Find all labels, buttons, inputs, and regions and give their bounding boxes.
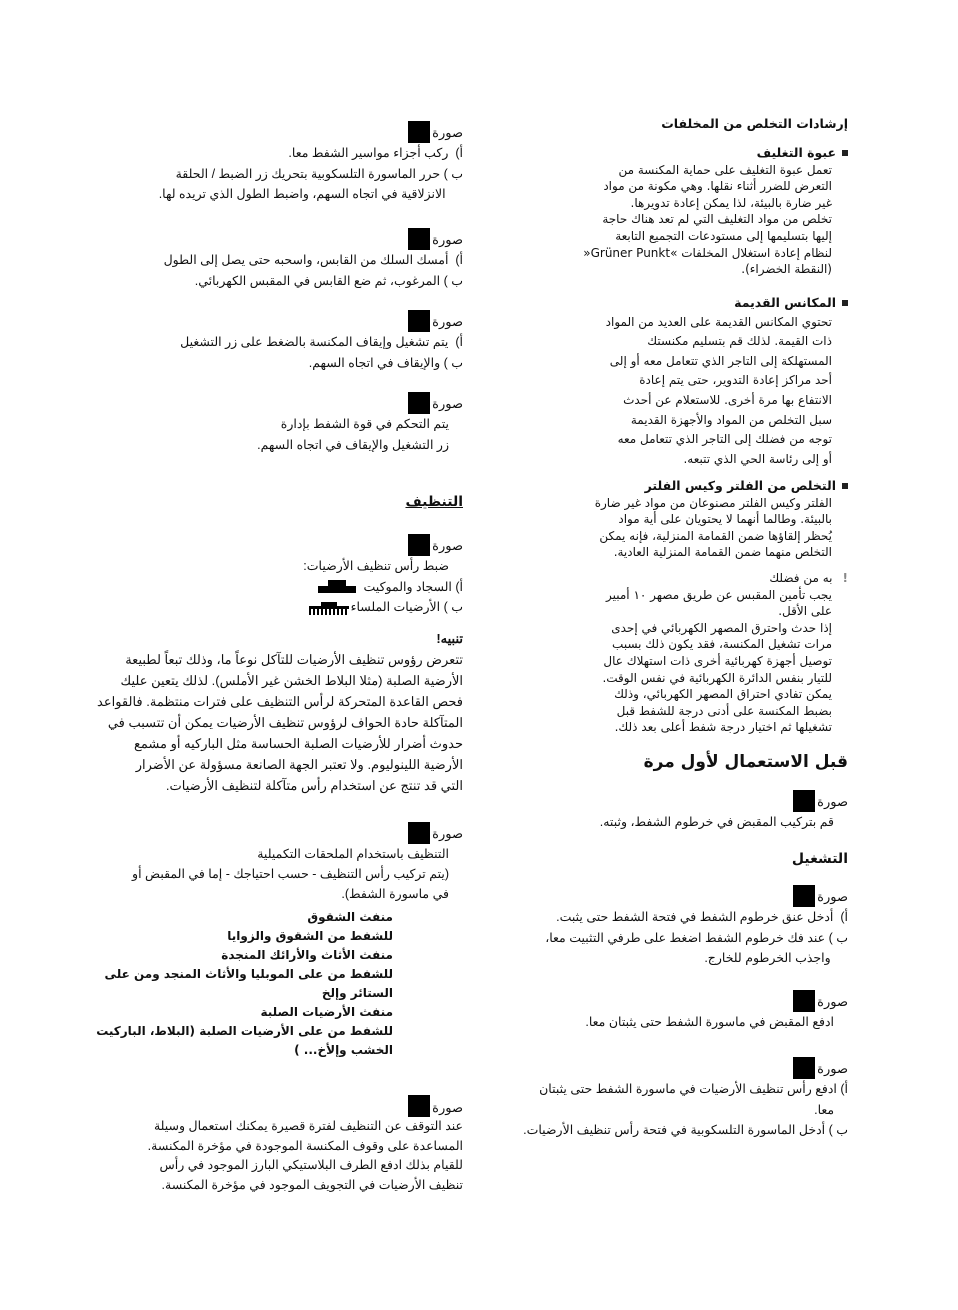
figure-label: صورة: [817, 993, 848, 1009]
figure-text: [180, 332, 463, 373]
text-line: أ) يتم تشغيل وإيقاف المكنسة بالضغط على زر التشغيل: [180, 335, 463, 349]
caution-block: [97, 628, 463, 796]
figure-number-box: [408, 822, 430, 844]
figure-label: صورة: [432, 124, 463, 140]
assembly-figure-4: [257, 392, 463, 455]
text-line: يُحظر إلقاؤها ضمن القمامة المنزلية، فإنه يمكن: [599, 528, 832, 543]
note-text: [602, 587, 848, 736]
bullet-square-icon: [842, 300, 848, 306]
text-line: غير ضارة بالبيئة، لذا يمكن إعادة تدويرها.: [630, 195, 832, 210]
text-line: سبل التخلص من المواد والأجهزة القديمة: [630, 412, 832, 427]
text-line: تشغيلها ثم اختيار درجة شفط أعلى بعد ذلك.: [614, 720, 832, 735]
warning-icon: !: [842, 571, 848, 585]
text-line: التي قد تنتج عن استخدام رأس متآكلة لتنظيف الأرضيات.: [165, 778, 463, 793]
figure-number-box: [408, 392, 430, 414]
text-line: أو إلى رئاسة الحي الذي تتبعه.: [683, 451, 832, 466]
note-heading: به من فضلك: [769, 571, 833, 585]
text-line: أ) ادفع رأس تنظيف الأرضيات في ماسورة الشفط حتى يثبتان: [539, 1082, 848, 1096]
floor-setting-figure: [303, 534, 463, 618]
old-vacuums-section: [606, 293, 848, 469]
text-line: لنظام إعادة استغلال المخلفات »Grüner Punkt«: [583, 245, 832, 260]
parking-figure: [148, 1095, 463, 1195]
text-line: ب ) عند فك خرطوم الشفط اضغط على طرفي التثبيت معا،: [545, 930, 848, 945]
floor-intro: ضبط رأس تنظيف الأرضيات:: [303, 559, 449, 573]
text-line: إذا حدث واحترق المصهر الكهربائي في إحدى: [611, 620, 832, 635]
figure-text: [159, 143, 463, 205]
text-line: فحص القاعدة المتحركة لرأس التنظيف على فترات منتظمة. فالقواعد: [97, 694, 463, 709]
operation-figure-3: [523, 1057, 848, 1141]
text-line: للقيام بذلك ادفع الطرف البلاستيكي البارز الموجود في رأس: [159, 1158, 463, 1172]
text-line: ادفع المقبض في ماسورة الشفط حتى يثبتان معا.: [585, 1015, 834, 1029]
text-line: على الأقل.: [778, 604, 832, 619]
figure-number-box: [793, 885, 815, 907]
figure-text: [164, 250, 463, 291]
figure-label: صورة: [432, 826, 463, 841]
text-line: عند التوقف عن التنظيف لفترة قصيرة يمكنك استعمال وسيلة: [153, 1119, 463, 1133]
text-line: تخلص من مواد التغليف التي لم تعد هناك حاجة: [602, 212, 832, 227]
text-line: (النقطة الخضراء).: [741, 262, 832, 277]
text-line: ب ) المرغوب، ثم ضع القابس في المقبس الكهربائي.: [194, 273, 463, 288]
text-line: يجب تأمين المقبس عن طريق مصهر ١٠ أمبير: [606, 587, 832, 602]
figure-number-box: [408, 310, 430, 332]
text-line: ذات القيمة. لذلك قم بتسليم مكنستك: [647, 334, 832, 349]
text-line: أ) أمسك السلك من القابس، واسحبه حتى يصل إلى الطول: [163, 253, 463, 267]
text-line: أحد مراكز إعادة التدوير، حتى يتم إعادة: [639, 373, 832, 388]
figure-label: صورة: [432, 231, 463, 247]
text-line: (يتم تركيب رأس التنظيف - حسب احتياجك - إما في المقبض أو: [132, 867, 449, 881]
text-line: الأرضية الصلبة (مثلا البلاط الخشن غير الأملس). لذلك يتعين عليك: [120, 673, 463, 688]
text-line: أ) ركب أجزاء مواسير الشفط معا.: [288, 146, 463, 160]
filter-heading: التخلص من الفلتر وكيس الفلتر: [644, 478, 836, 493]
text-line: الستائر وإلخ: [321, 986, 393, 1000]
figure-text: [523, 1079, 848, 1141]
text-line: مرات تشغيل المكنسة، فقد يكون ذلك بسبب: [612, 637, 832, 652]
accessories-figure: [96, 822, 463, 1060]
figure-label: صورة: [432, 1099, 463, 1115]
text-line: إليها بتسليمها إلى مستودعات التجميع التابعة: [615, 228, 832, 243]
text-line: الخشب وإلأخ... ): [294, 1043, 393, 1057]
text-line: للتيار بنفس الدائرة الكهربائية في نفس الوقت.: [602, 670, 832, 685]
figure-text: [585, 1012, 848, 1033]
figure-text: [257, 414, 463, 455]
text-line: في ماسورة الشفط).: [341, 887, 449, 901]
figure-text: [600, 812, 848, 833]
text-line: منفث الأرضيات الصلبة: [260, 1005, 393, 1019]
figure-text: [545, 907, 848, 969]
text-line: يمكن تفادي احتراق المصهر الكهربائي، وذلك: [614, 687, 832, 702]
text-line: قم بتركيب المقبض في خرطوم الشفط، وثبته.: [599, 815, 834, 829]
text-line: المساعدة على وقوف المكنسة الموجودة في مؤخرة المكنسة.: [147, 1138, 463, 1153]
text-line: الأرضية اللينوليوم. ولا تعتبر الجهة الصانعة مسؤولة عن الأضرار: [135, 757, 463, 772]
old-vacuums-text: [606, 313, 848, 470]
disposal-title: إرشادات التخلص من المخلفات: [661, 116, 848, 131]
operation-figure-2: [585, 990, 848, 1033]
carpet-label: أ) السجاد والموكيت: [363, 579, 463, 594]
text-line: زر التشغيل والإيقاف في اتجاه السهم.: [257, 437, 449, 452]
operation-title: التشغيل: [791, 851, 848, 867]
caution-title: تنبيه!: [436, 631, 463, 646]
bullet-square-icon: [842, 483, 848, 489]
text-line: توصيل أجهزة كهربائية أخرى ذات استهلاك عال: [603, 653, 832, 668]
figure-number-box: [793, 1057, 815, 1079]
text-line: ب ) أدخل الماسورة التلسكوبية في فتحة رأس تنظيف الأرضيات.: [523, 1123, 848, 1137]
assembly-figure-3: [180, 310, 463, 373]
old-vacuums-heading: المكانس القديمة: [734, 295, 836, 310]
figure-number-box: [793, 790, 815, 812]
text-line: للشفط من على الأرضيات الصلبة (البلاط، الباركيت: [96, 1024, 393, 1038]
packaging-section: [583, 145, 848, 278]
text-line: التخلص منهما ضمن القمامة المنزلية العادية.: [613, 545, 832, 560]
filter-section: [595, 478, 848, 561]
text-line: ب ) حرر الماسورة التلسكوبية بتحريك زر الضبط / الحلقة: [175, 166, 463, 181]
figure-number-box: [408, 1095, 430, 1117]
text-line: تعمل عبوة التغليف على حماية المكنسة من: [618, 162, 832, 177]
first-use-figure: [600, 790, 848, 833]
figure-label: صورة: [432, 395, 463, 411]
text-line: تحتوي المكانس القديمة على العديد من المواد: [605, 314, 832, 329]
assembly-figure-1: [159, 121, 463, 205]
text-line: تنظيف الأرضيات في التجويف الموجود في مؤخرة المكنسة.: [161, 1177, 463, 1192]
text-line: للشفط من على الموبليا والأثاث المنجد ومن على: [104, 967, 393, 981]
text-line: منفث الشقوق: [307, 910, 393, 924]
carpet-brush-retracted-icon: [318, 580, 356, 594]
filter-text: [595, 495, 848, 561]
figure-number-box: [408, 228, 430, 250]
figure-label: صورة: [432, 313, 463, 329]
text-line: المتآكلة حادة الحواف لرؤوس تنظيف الأرضيات يمكن أن تتسبب في: [107, 715, 463, 730]
text-line: تتعرض رؤوس تنظيف الأرضيات للتآكل نوعاً ما، وذلك تبعاً لطبيعة: [125, 652, 463, 667]
text-line: معا.: [814, 1102, 848, 1117]
figure-text: [148, 1117, 463, 1195]
text-line: منفث الأثاث والأرائك المنجدة: [221, 948, 393, 962]
figure-number-box: [408, 121, 430, 143]
hard-floor-label: ب ) الأرضيات الملساء: [350, 600, 463, 614]
hard-floor-brush-extended-icon: [309, 601, 349, 615]
figure-text: [96, 844, 463, 904]
figure-label: صورة: [432, 537, 463, 553]
caution-text: [97, 649, 463, 796]
operation-figure-1: [545, 885, 848, 969]
packaging-heading: عبوة التغليف: [756, 145, 836, 160]
text-line: الانزلاقية في اتجاه السهم، واضبط الطول الذي تريده لها.: [158, 187, 463, 201]
fuse-note: [602, 570, 848, 736]
text-line: للشفط من الشقوق والزوايا: [227, 929, 393, 943]
text-line: بضبط المكنسة على أدنى درجة للشفط قبل: [616, 703, 832, 718]
assembly-figure-2: [164, 228, 463, 291]
figure-number-box: [793, 990, 815, 1012]
text-line: ب ) والإيقاف في اتجاه السهم.: [308, 355, 463, 370]
figure-label: صورة: [817, 793, 848, 809]
text-line: حدوث أضرار للأرضيات الصلبة الحساسة مثل الباركيه أو مشمع: [134, 736, 463, 751]
figure-number-box: [408, 534, 430, 556]
text-line: الانتفاع بها مرة أخرى. للاستعلام عن أحدث: [623, 392, 832, 407]
text-line: الفلتر وكيس الفلتر مصنوعان من مواد غير ضارة: [594, 495, 832, 510]
figure-label: صورة: [817, 888, 848, 904]
text-line: التعرض للضرر أثناء نقلها. وهي مكونة من مواد: [603, 179, 832, 194]
accessory-list: [96, 908, 463, 1060]
text-line: واجذب الخرطوم للخارج.: [704, 951, 848, 965]
cleaning-title: التنظيف: [405, 494, 463, 510]
figure-label: صورة: [817, 1060, 848, 1076]
text-line: أ) أدخل عنق خرطوم الشفط في فتحة الشفط حتى يثبت.: [556, 910, 848, 924]
text-line: بالبيئة. وطالما أنهما لا يحتويان على أية مواد: [618, 512, 832, 527]
bullet-square-icon: [842, 150, 848, 156]
text-line: التنظيف باستخدام الملحقات التكميلية: [257, 847, 449, 861]
text-line: المستهلكة إلى التاجر الذي تتعامل معه أو إلى: [609, 353, 832, 368]
packaging-text: [583, 162, 848, 278]
text-line: يتم التحكم في قوة الشفط بإدارة: [280, 417, 449, 431]
text-line: توجه من فضلك إلى التاجر الذي تتعامل معه: [617, 432, 832, 447]
first-use-title: قبل الاستعمال لأول مرة: [643, 752, 848, 772]
